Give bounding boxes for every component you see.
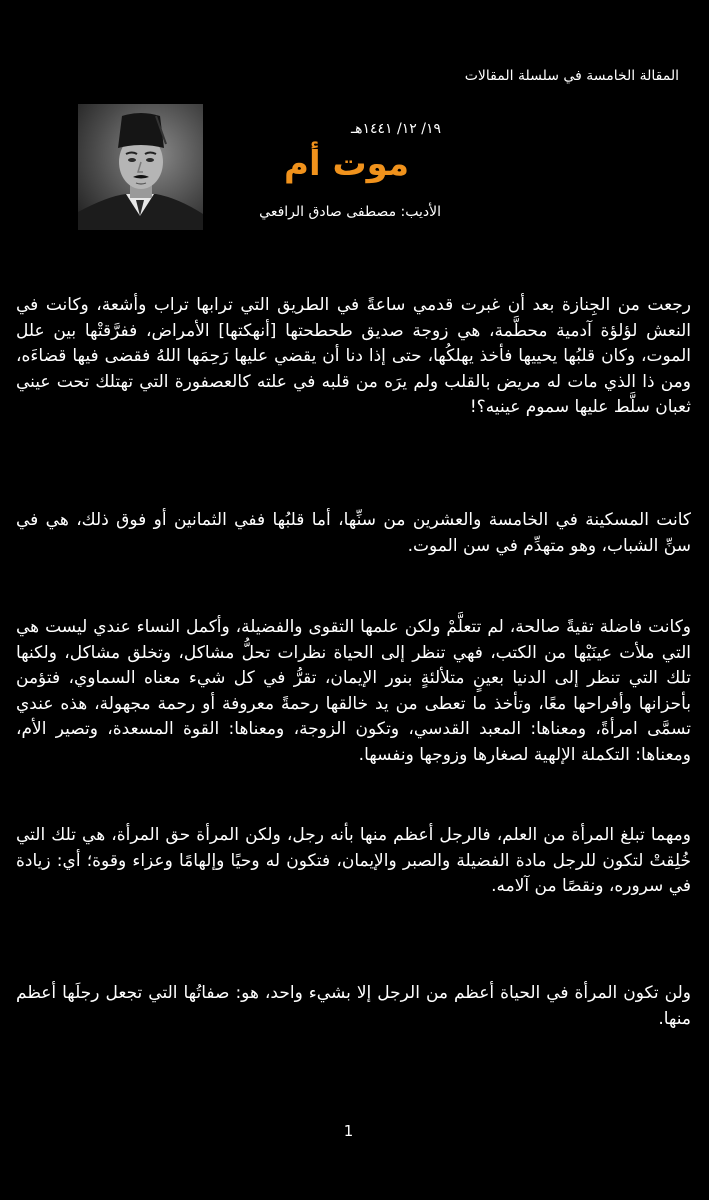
article-author: الأديب: مصطفى صادق الرافعي — [259, 204, 441, 220]
paragraph: رجعت من الجِنازة بعد أن غبرت قدمي ساعةً في الطريق التي ترابها تراب وأشعة، وكانت في النعش لؤلؤة آدمية محطَّمة، هي زوجة صديق طحطحتها [أنهكتها] الأمراض، ففرَّقتْها بين علل الموت، وكان قلبُها يحييها فأخذ يهلكُها، حتى إذا دنا أن يقضي عليها رَحِمَها اللهُ فقضى فيها قضاءَه، ومن ذا الذي مات له مريض بالقلب ولم يرَه من قلبه في علته كالعصفورة التي تهتلك تحت عيني ثعبان سلَّط عليها سموم عينيه؟! — [16, 295, 691, 417]
paragraph: وكانت فاضلة تقيةً صالحة، لم تتعلَّمْ ولكن علمها التقوى والفضيلة، وأكمل النساء عندي ليست هي التي ملأت عينَيْها من الكتب، فهي تنظر إلى الحياة نظرات تحلُّ مشاكل، وتخلق مشاكل، ولكنها تلك التي تنظر إلى الدنيا بعينٍ متلألئةٍ بنور الإيمان، تقرُّ في كل شيء معناه السماوي، فتؤمن بأحزانها وأفراحها معًا، وتأخذ ما تعطى من يد خالقها رحمةً معروفة أو رحمة مجهولة، هذه عندي تسمَّى امرأةً، ومعناها: المعبد القدسي، وتكون الزوجة، ومعناها: القوة المسعدة، وتصير الأم، ومعناها: التكملة الإلهية لصغارها وزوجها ونفسها. — [16, 617, 691, 765]
author-portrait-image — [78, 104, 203, 230]
paragraph: ولن تكون المرأة في الحياة أعظم من الرجل إلا بشيء واحد، هو: صفاتُها التي تجعل رجلَها أعظم منها. — [16, 983, 691, 1029]
article-title: موت أم — [284, 144, 409, 184]
article-date: ١٩/ ١٢/ ١٤٤١هـ — [351, 121, 441, 137]
page-number: 1 — [343, 1122, 354, 1140]
series-label: المقالة الخامسة في سلسلة المقالات — [464, 68, 679, 84]
paragraph: كانت المسكينة في الخامسة والعشرين من سنِّها، أما قلبُها ففي الثمانين أو فوق ذلك، هي في سنِّ الشباب، وهو متهدِّم في سن الموت. — [16, 510, 691, 556]
paragraph: ومهما تبلغ المرأة من العلم، فالرجل أعظم منها بأنه رجل، ولكن المرأة حق المرأة، هي تلك التي خُلِقتْ لتكون للرجل مادة الفضيلة والصبر والإيمان، فتكون له وحيًا وإلهامًا وعزاء وقوة؛ أي: زيادة في سروره، ونقصًا من آلامه. — [16, 825, 691, 896]
author-portrait — [78, 104, 203, 230]
